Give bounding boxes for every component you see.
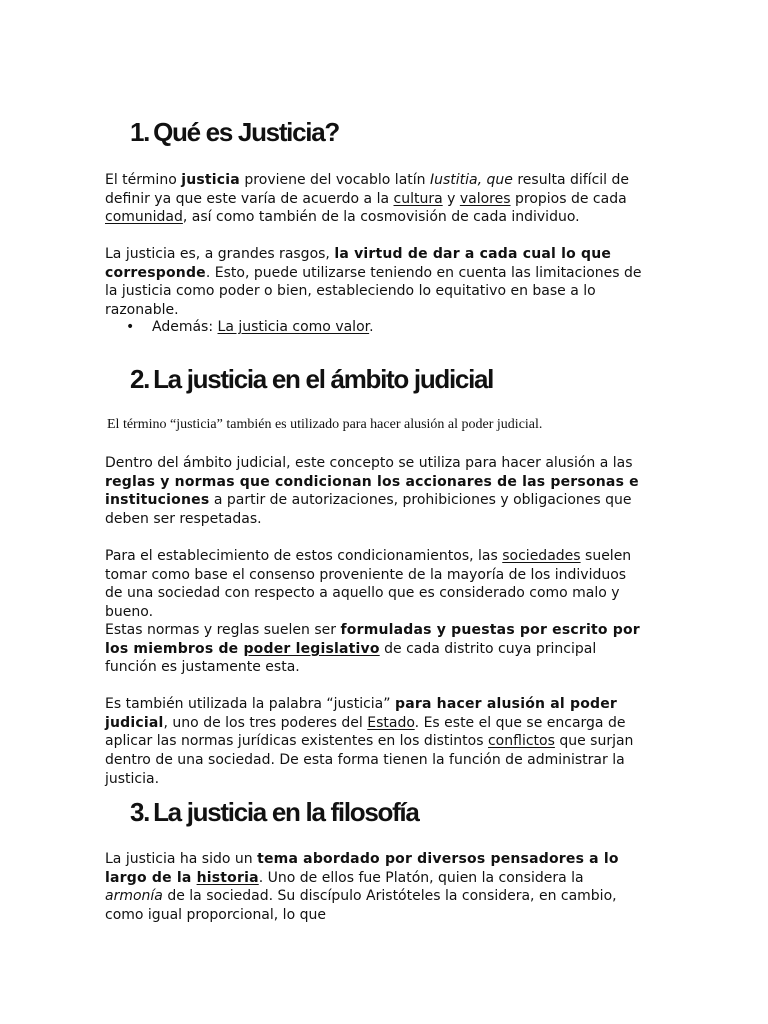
text-run: . Esto, puede utilizarse teniendo en cuenta las limitaciones de la justicia como poder o bien, estableciendo lo equitativo en base a lo razonable. <box>105 264 642 319</box>
paragraph <box>105 454 645 529</box>
text-run: propios de cada <box>510 190 627 207</box>
link-cultura[interactable]: cultura <box>393 190 443 207</box>
text-run: Dentro del ámbito judicial, este concepto se utiliza para hacer alusión a las <box>105 455 633 471</box>
text-run: La justicia ha sido un <box>105 851 258 867</box>
section-title: Qué es Justicia? <box>153 117 339 147</box>
paragraph <box>105 621 645 677</box>
italic-text: armonía <box>105 888 163 905</box>
text-run: . Es este el que se encarga de aplicar las normas jurídicas existentes en los distintos <box>105 714 626 750</box>
text-run: , uno de los tres poderes del <box>163 714 368 731</box>
section-number: 3. <box>130 797 150 827</box>
text-run: que surjan dentro de una sociedad. De esta forma tienen la función de administrar la justicia. <box>105 733 634 787</box>
bold-text: justicia <box>181 172 240 188</box>
italic-text: Iustitia, que <box>429 172 513 188</box>
text-run: resulta difícil de definir ya que este varía de acuerdo a la <box>105 172 629 207</box>
serif-caption: El término “justicia” también es utilizado para hacer alusión al poder judicial. <box>107 417 543 432</box>
link-conflictos[interactable]: conflictos <box>487 733 555 750</box>
section-title: La justicia en la filosofía <box>153 797 419 827</box>
link-justicia-como-valor[interactable]: La justicia como valor <box>217 319 370 335</box>
text-run: , así como también de la cosmovisión de cada individuo. <box>182 209 580 226</box>
text-run: . Uno de ellos fue Platón, quien la considera la <box>258 869 584 886</box>
bullet-item <box>128 318 374 337</box>
section-title: La justicia en el ámbito judicial <box>153 364 494 394</box>
text-run: . <box>369 319 374 335</box>
link-valores[interactable]: valores <box>459 190 511 207</box>
section-number: 2. <box>130 364 150 394</box>
section-heading-3 <box>130 797 419 827</box>
bold-text: la virtud de dar a cada cual lo que corresponde <box>105 246 612 281</box>
bold-text: formuladas y puestas por escrito por los miembros de <box>105 622 640 657</box>
link-estado[interactable]: Estado <box>367 714 415 731</box>
section-heading-1 <box>130 117 339 147</box>
text-run: La justicia es, a grandes rasgos, <box>105 246 335 262</box>
text-run: Para el establecimiento de estos condicionamientos, las <box>105 548 503 564</box>
text-run: suelen tomar como base el consenso proveniente de la mayoría de los individuos de una sociedad con respecto a aquello que es considerado como malo y bueno. <box>105 548 632 621</box>
text-run: Es también utilizada la palabra “justicia” <box>105 696 395 712</box>
section-heading-2 <box>130 364 493 394</box>
text-run: proviene del vocablo latín <box>239 172 430 188</box>
text-run: a partir de autorizaciones, prohibiciones y obligaciones que deben ser respetadas. <box>105 492 632 528</box>
paragraph <box>105 547 645 622</box>
paragraph <box>105 171 645 227</box>
bold-text: tema abordado por diversos pensadores a lo largo de la <box>105 851 619 886</box>
bullet-icon: • <box>126 319 135 335</box>
link-comunidad[interactable]: comunidad <box>105 209 183 226</box>
text-run: Estas normas y reglas suelen ser <box>105 622 341 638</box>
bold-text: reglas y normas que condicionan los accionares de las personas e instituciones <box>105 473 639 509</box>
paragraph <box>105 695 645 789</box>
paragraph <box>105 850 645 925</box>
text-run: Además: <box>152 319 218 335</box>
link-sociedades[interactable]: sociedades <box>502 548 581 564</box>
text-run: de cada distrito cuya principal función es justamente esta. <box>105 640 597 676</box>
text-run: El término <box>105 172 182 188</box>
link-historia[interactable]: historia <box>196 869 259 886</box>
paragraph <box>105 245 645 320</box>
bold-text: para hacer alusión al poder judicial <box>105 696 618 731</box>
text-run: y <box>442 190 460 207</box>
link-poder-legislativo[interactable]: poder legislativo <box>243 640 380 657</box>
section-number: 1. <box>130 117 150 147</box>
text-run: de la sociedad. Su discípulo Aristóteles la considera, en cambio, como igual proporcional, lo que <box>105 888 617 924</box>
